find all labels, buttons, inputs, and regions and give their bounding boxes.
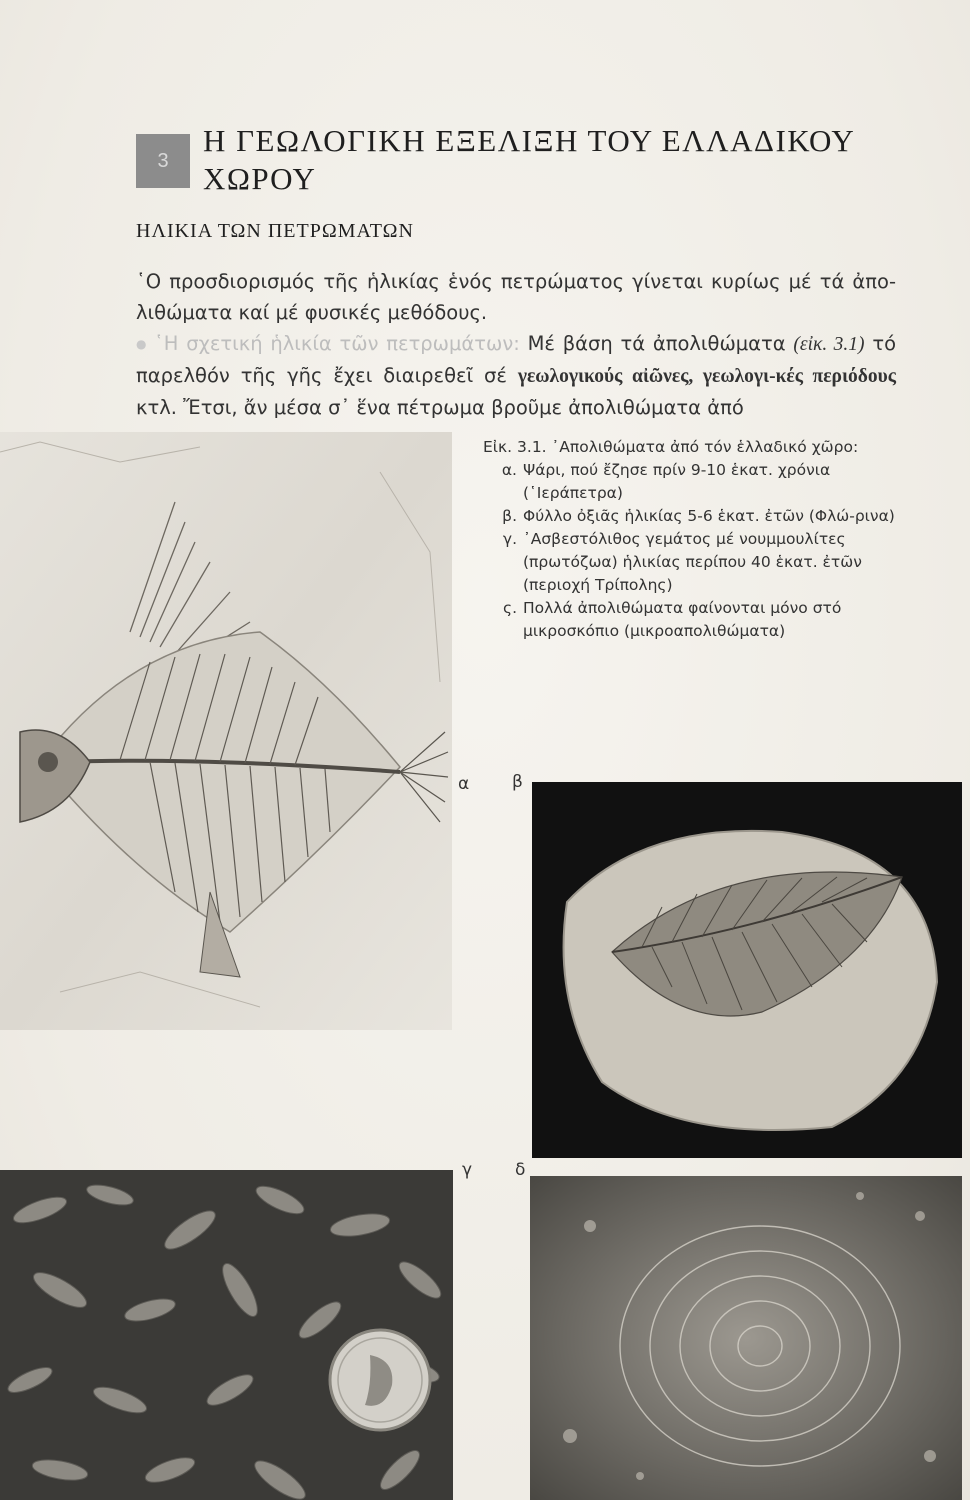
chapter-number: 3 [157,149,169,172]
caption-title: Εἰκ. 3.1. ᾿Απολιθώματα ἀπό τόν ἑλλαδικό χῶρο: [483,438,859,456]
caption-item [483,459,903,505]
figure-reference: (εἰκ. 3.1) [793,334,865,355]
chapter-number-box [136,134,190,188]
photo-fossil-fish [0,432,452,1030]
photo-microfossil [530,1176,962,1500]
section-title: ΗΛΙΚΙΑ ΤΩΝ ΠΕΤΡΩΜΑΤΩΝ [136,220,414,242]
photo-letter-gamma: γ [462,1160,473,1180]
caption-item [483,505,903,528]
caption-item [483,597,903,643]
caption-item-label: β. [502,507,517,525]
fossil-leaf-image [532,782,962,1158]
body-text [136,266,896,423]
paragraph-2-bold-terms: γεωλογικούς αἰῶνες, γεωλογι-κές περιόδους [517,366,896,387]
paragraph-2 [136,328,896,423]
caption-item-text: Πολλά ἀπολιθώματα φαίνονται μόνο στό μικροσκόπιο (μικροαπολιθώματα) [523,599,842,640]
bullet-icon: ● [136,337,149,351]
caption-item-text: ᾿Ασβεστόλιθος γεμάτος μέ νουμμουλίτες (πρωτόζωα) ἡλικίας περίπου 40 ἑκατ. ἐτῶν (περιοχή Τρίπολης) [523,530,862,594]
microfossil-image [530,1176,962,1500]
paragraph-2-text-b: τό παρελθόν τῆς γῆς ἔχει διαιρεθεῖ σέ [136,332,897,387]
photo-letter-beta: β [512,772,523,792]
chapter-title-line2: ΧΩΡΟΥ [203,161,317,196]
figure-caption [483,436,903,643]
photo-nummulite-limestone [0,1170,453,1500]
photo-letter-alpha: α [458,774,470,794]
chapter-title [203,122,883,198]
caption-item-label: γ. [502,530,517,548]
paragraph-2-text-c: κτλ. Ἔτσι, ἄν μέσα σ᾽ ἕνα πέτρωμα βροῦμε ἀπολιθώματα ἀπό [136,396,744,419]
caption-item-text: Ψάρι, πού ἔζησε πρίν 9-10 ἑκατ. χρόνια (῾Ιεράπετρα) [523,461,831,502]
photo-letter-delta: δ [515,1160,526,1180]
caption-item-text: Φύλλο ὀξιᾶς ἡλικίας 5-6 ἑκατ. ἐτῶν (Φλώ-ρινα) [523,507,895,525]
caption-item-label: ς. [502,599,517,617]
paragraph-2-text-a: Μέ βάση τά ἀπολιθώματα [519,332,794,355]
caption-item-label: α. [501,461,517,479]
chapter-title-line1: Η ΓΕΩΛΟΓΙΚΗ ΕΞΕΛΙΞΗ ΤΟΥ ΕΛΛΑΔΙΚΟΥ [203,123,856,158]
nummulite-limestone-image [0,1170,453,1500]
photo-fossil-leaf [532,782,962,1158]
caption-item [483,528,903,597]
fossil-fish-image [0,432,452,1030]
paragraph-1: ῾Ο προσδιορισμός τῆς ἡλικίας ἑνός πετρώματος γίνεται κυρίως μέ τά ἀπο-λιθώματα καί μέ φυσικές μεθόδους. [136,270,896,324]
coin-icon [330,1330,430,1430]
paragraph-2-lead: ῾Η σχετική ἡλικία τῶν πετρωμάτων: [154,332,520,355]
